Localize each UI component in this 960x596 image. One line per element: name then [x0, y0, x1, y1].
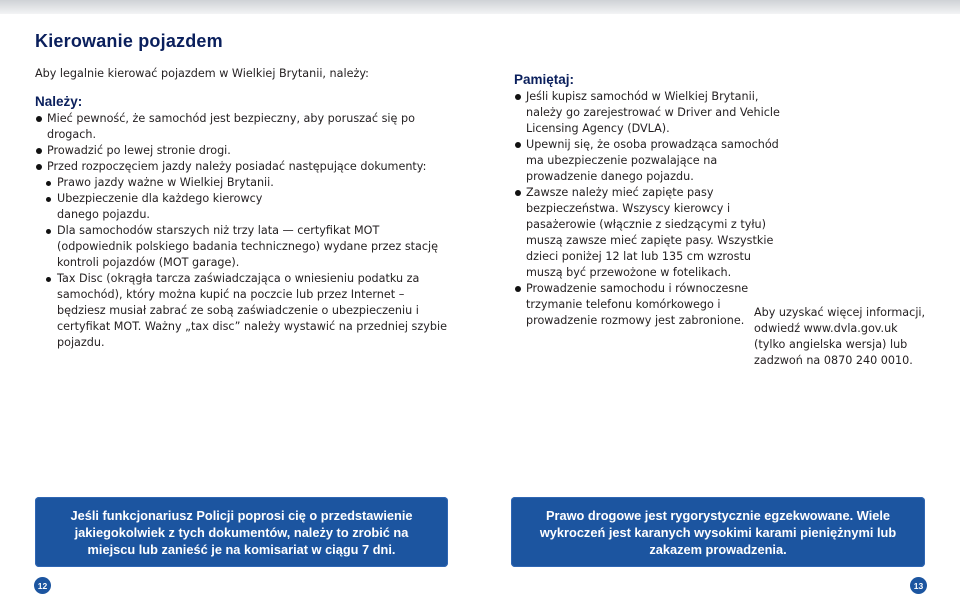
enforcement-notice — [511, 497, 925, 567]
list-item: Prawo jazdy ważne w Wielkiej Brytanii. — [35, 175, 455, 191]
requirements-heading: Należy: — [35, 94, 83, 109]
list-item: Dla samochodów starszych niż trzy lata — certyfikat MOT (odpowiednik polskiego badania technicznego) wydane przez stację kontroli pojazdów (MOT garage). — [35, 223, 457, 271]
remember-heading: Pamiętaj: — [514, 72, 575, 87]
page-title: Kierowanie pojazdem — [35, 31, 223, 51]
list-item: Mieć pewność, że samochód jest bezpieczny, aby poruszać się po drogach. — [35, 111, 455, 143]
intro-text: Aby legalnie kierować pojazdem w Wielkiej Brytanii, należy: — [35, 67, 369, 80]
requirements-section — [35, 94, 455, 351]
page-number-left: 12 — [34, 577, 51, 594]
notice-text: Jeśli funkcjonariusz Policji poprosi cię o przedstawienie jakiegokolwiek z tych dokumentów, należy to zrobić na miejscu lub zanieść je na komisariat w ciągu 7 dni. — [70, 507, 413, 557]
list-item: Tax Disc (okrągła tarcza zaświadczająca o wniesieniu podatku za samochód), który można kupić na poczcie lub przez Internet – będziesz musiał zabrać ze sobą zaświadczenie o ubezpieczeniu i certyfikat MOT. Ważny „tax disc” należy wystawić na przedniej szybie pojazdu. — [35, 271, 455, 351]
police-documents-notice — [35, 497, 448, 567]
list-item: Zawsze należy mieć zapięte pasy bezpieczeństwa. Wszyscy kierowcy i pasażerowie (włącznie z siedzącymi z tyłu) muszą zawsze mieć zapięte pasy. Wszystkie dzieci poniżej 12 lat lub 135 cm wzrostu muszą być przewożone w fotelikach. — [514, 185, 784, 281]
top-gradient-bar — [0, 0, 960, 14]
more-info-text: Aby uzyskać więcej informacji, odwiedź www.dvla.gov.uk (tylko angielska wersja) lub zadzwoń na 0870 240 0010. — [754, 306, 926, 367]
remember-list — [514, 89, 784, 329]
list-item: Jeśli kupisz samochód w Wielkiej Brytanii, należy go zarejestrować w Driver and Vehicle Licensing Agency (DVLA). — [514, 89, 784, 137]
list-item: Prowadzenie samochodu i równoczesne trzymanie telefonu komórkowego i prowadzenie rozmowy jest zabronione. — [514, 281, 784, 329]
remember-section — [514, 72, 784, 329]
list-item: Upewnij się, że osoba prowadząca samochód ma ubezpieczenie pozwalające na prowadzenie danego pojazdu. — [514, 137, 784, 185]
list-item: Przed rozpoczęciem jazdy należy posiadać następujące dokumenty: — [35, 159, 455, 175]
list-item: Prowadzić po lewej stronie drogi. — [35, 143, 455, 159]
page-number-right: 13 — [910, 577, 927, 594]
notice-text: Prawo drogowe jest rygorystycznie egzekwowane. Wiele wykroczeń jest karanych wysokimi karami pieniężnymi lub zakazem prowadzenia. — [539, 507, 897, 557]
list-item: Ubezpieczenie dla każdego kierowcy danego pojazdu. — [35, 191, 297, 223]
requirements-list — [35, 111, 455, 175]
documents-list — [35, 175, 455, 351]
